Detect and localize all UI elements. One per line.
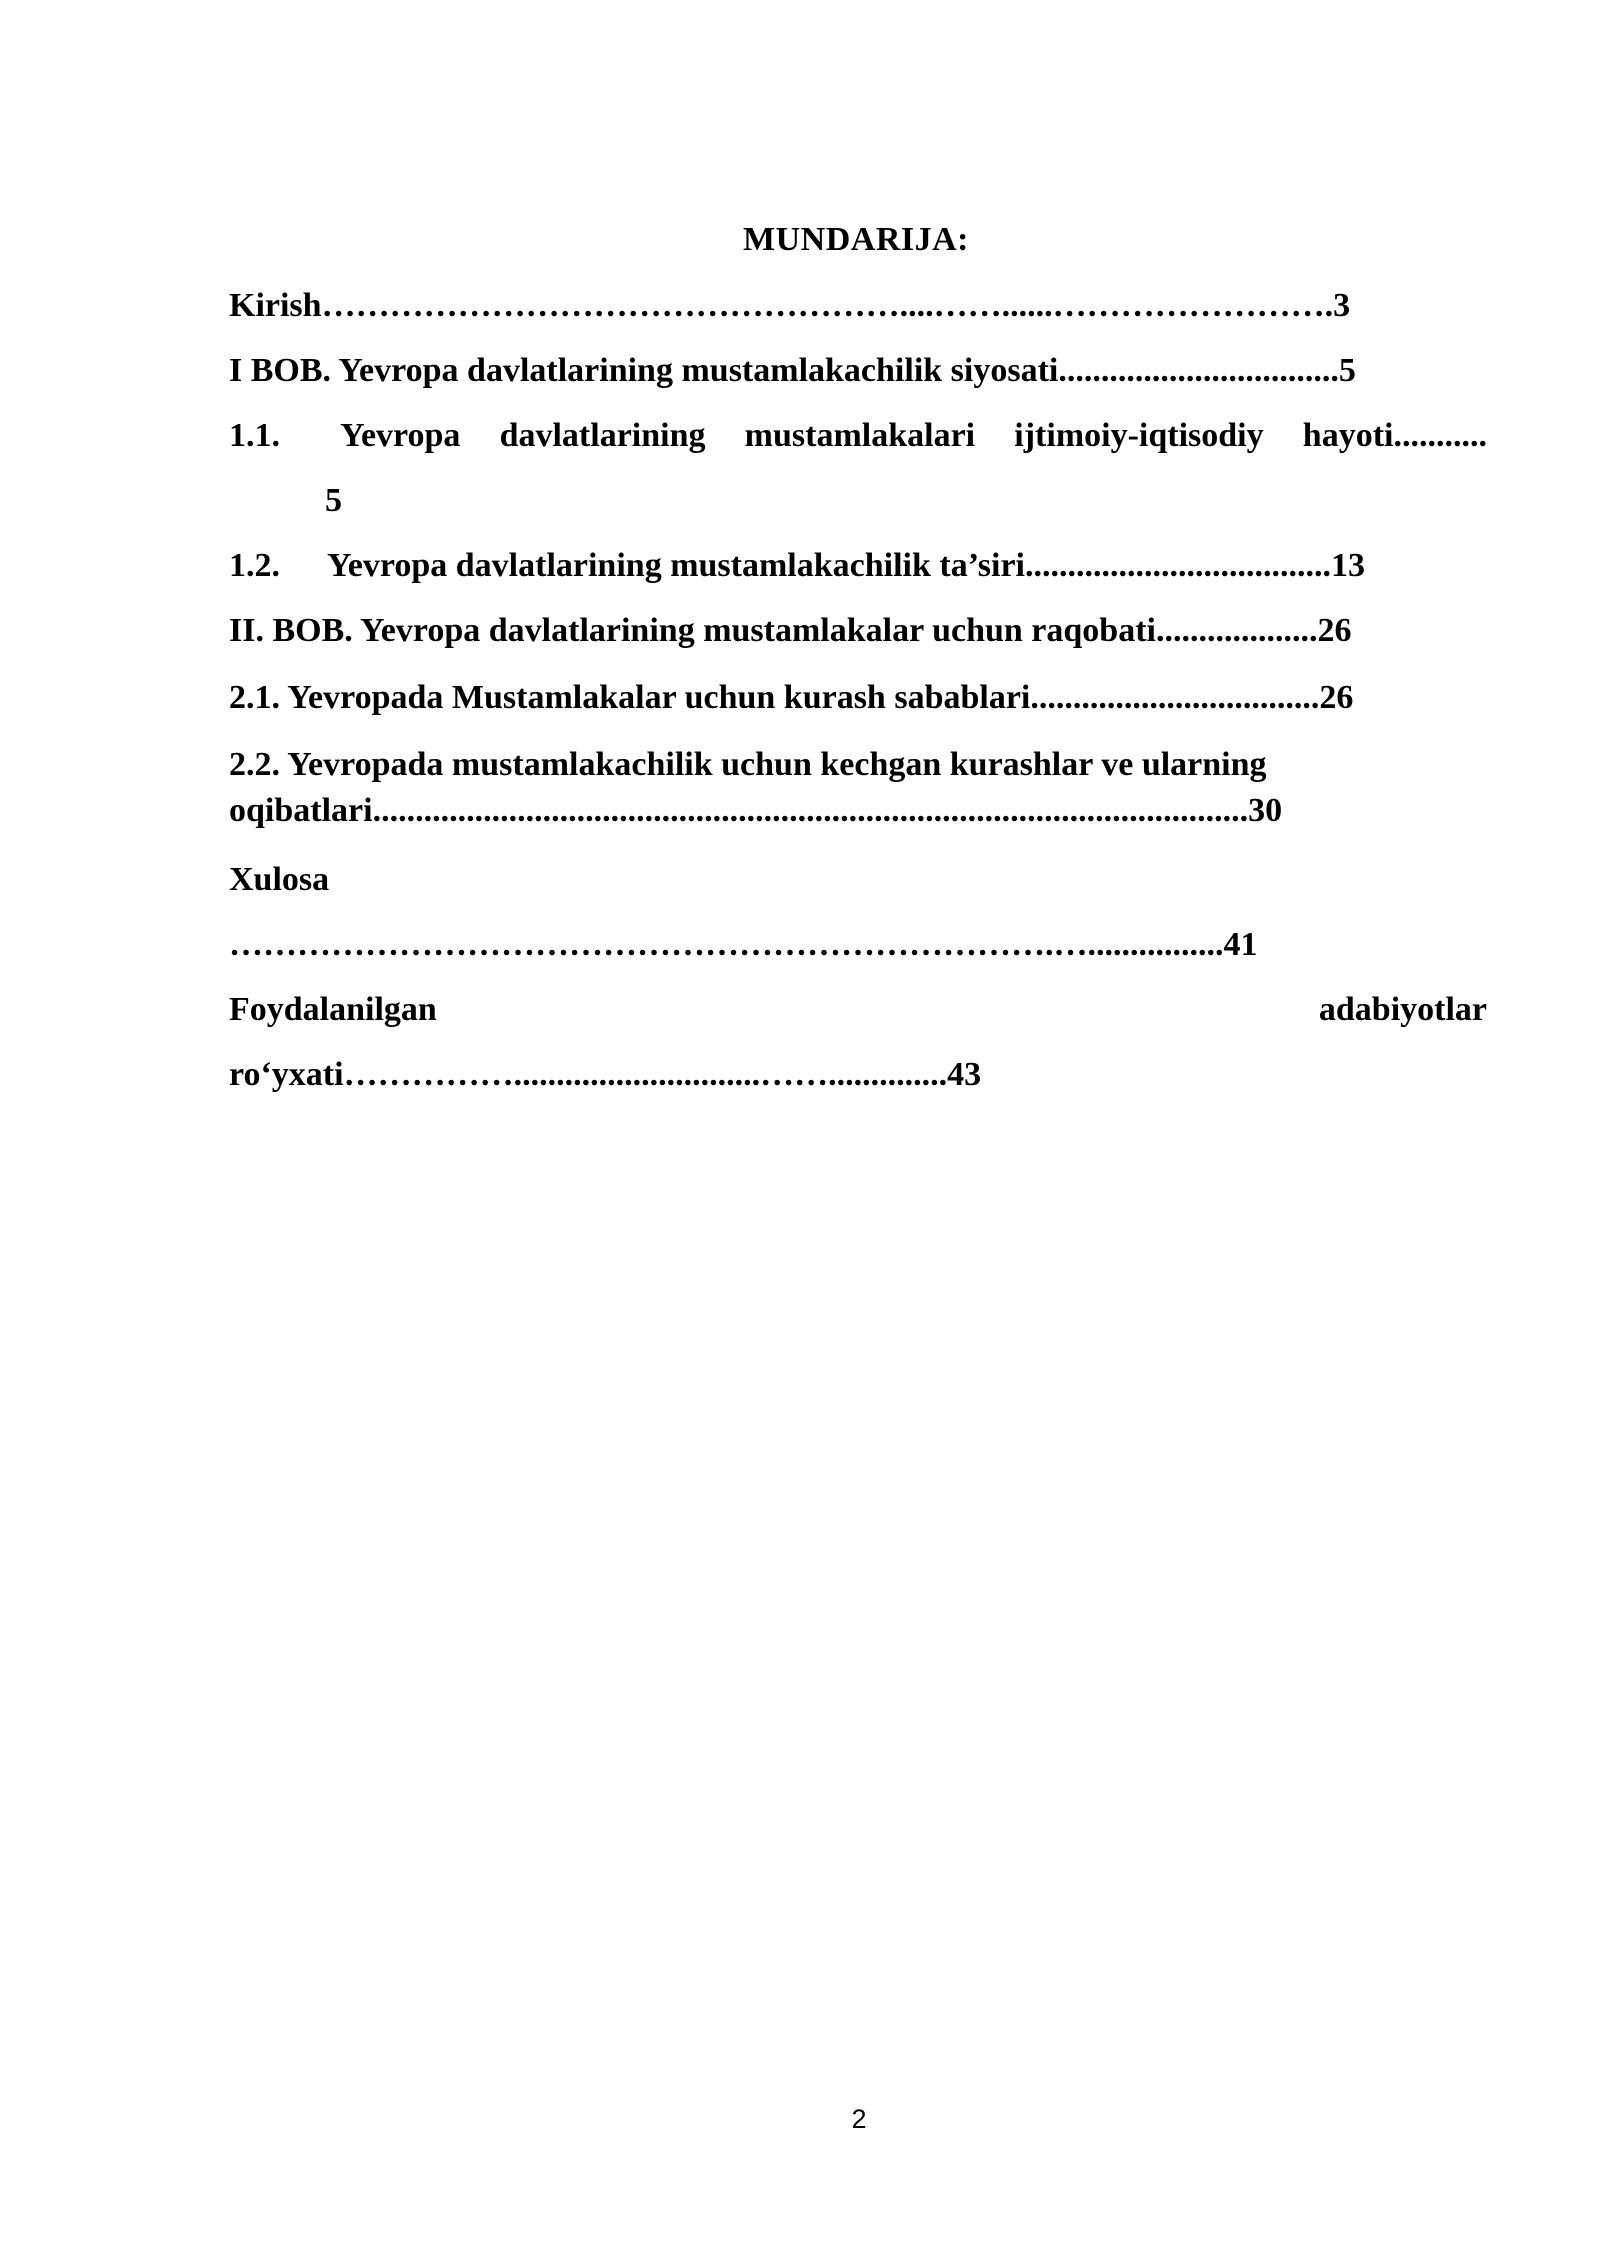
toc-entry-royxati: ro‘yxati…………….............................……..............43 [229,1056,982,1093]
toc-entry-1-1 [229,414,1487,458]
toc-title: MUNDARIJA: [743,221,969,258]
toc-entry-xulosa-page: ……………………………………………………………….…................41 [229,926,1258,963]
toc-entry-1-1-number: 1.1. [229,417,280,454]
toc-entry-1-2 [229,544,1365,588]
toc-entry-1-1-page: 5 [325,482,342,519]
page-number: 2 [851,2104,867,2134]
toc-entry-foydalanilgan-right: adabiyotlar [1318,991,1487,1028]
toc-entry-1-2-text: Yevropa davlatlarining mustamlakachilik ta’siri....................................13 [327,547,1365,584]
toc-entry-2-2-line2: oqibatlari.......................................................................................................30 [229,792,1283,829]
toc-entry-bob2: II. BOB. Yevropa davlatlarining mustamlakalar uchun raqobati...................26 [229,612,1352,649]
toc-entry-1-1-word: Yevropa [340,417,461,454]
toc-entry-1-1-word: davlatlarining [499,417,706,454]
toc-entry-xulosa: Xulosa [229,861,330,898]
toc-entry-2-2-line1: 2.2. Yevropada mustamlakachilik uchun kechgan kurashlar ve ularning [229,746,1267,783]
toc-entry-1-2-number: 1.2. [229,547,280,584]
toc-entry-bob1: I BOB. Yevropa davlatlarining mustamlakachilik siyosati.................................5 [229,352,1356,389]
toc-entry-2-1: 2.1. Yevropada Mustamlakalar uchun kurash sabablari..................................26 [229,679,1354,716]
toc-entry-1-1-word: hayoti........... [1302,417,1487,454]
toc-entry-foydalanilgan-left: Foydalanilgan [229,991,437,1028]
toc-entry-kirish: Kirish……………………………………………....……......…………………….3 [229,287,1351,324]
toc-entry-1-1-word: mustamlakalari [744,417,976,454]
toc-entry-foydalanilgan [229,988,1487,1032]
toc-entry-1-1-word: ijtimoiy-iqtisodiy [1014,417,1264,454]
